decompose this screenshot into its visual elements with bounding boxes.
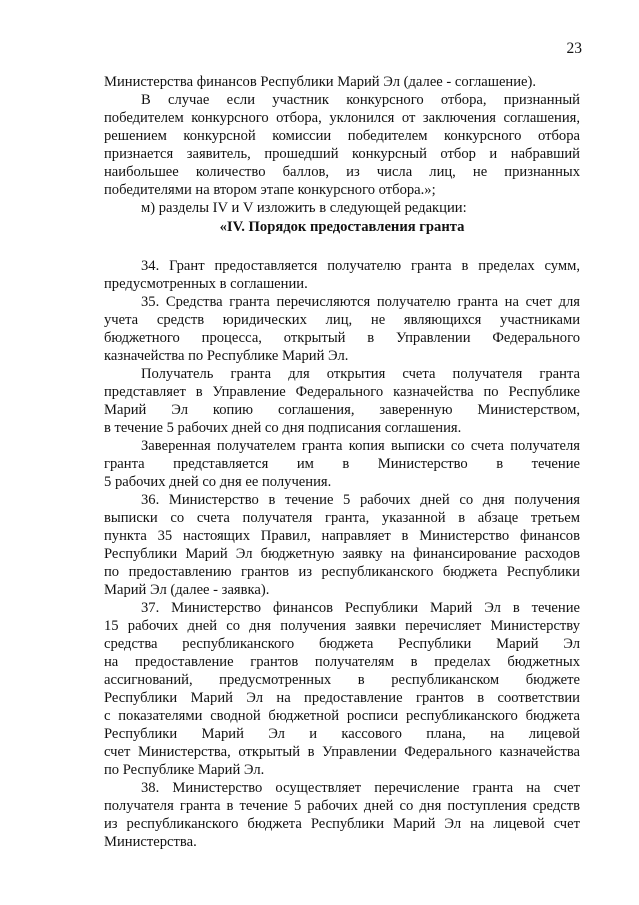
paragraph-line: гранта представляется им в Министерство в течение	[104, 456, 580, 472]
paragraph-line: счет Министерства, открытый в Управлении Федерального казначейства	[104, 744, 580, 760]
paragraph-34	[104, 257, 580, 293]
paragraph-line: Республики Марий Эл бюджетную заявку на финансирование расходов	[104, 546, 580, 562]
paragraph-line: по Республике Марий Эл.	[104, 762, 265, 778]
paragraph-line: из республиканского бюджета Республики Марий Эл на лицевой счет	[104, 816, 580, 832]
paragraph-line: 35. Средства гранта перечисляются получателю гранта на счет для	[141, 294, 580, 310]
paragraph-line: выписки со счета получателя гранта, указанной в абзаце третьем	[104, 510, 580, 526]
paragraph-line: 37. Министерство финансов Республики Марий Эл в течение	[141, 600, 580, 616]
paragraph-line: получателя гранта в течение 5 рабочих дней со дня поступления средств	[104, 798, 580, 814]
paragraph-38	[104, 779, 580, 851]
paragraph-line: м) разделы IV и V изложить в следующей редакции:	[141, 200, 467, 216]
paragraph-37	[104, 599, 580, 779]
paragraph-line: 38. Министерство осуществляет перечисление гранта на счет	[141, 780, 580, 796]
paragraph-line: в течение 5 рабочих дней со дня подписания соглашения.	[104, 420, 462, 436]
paragraph-line: казначейства по Республике Марий Эл.	[104, 348, 349, 364]
page-number: 23	[566, 40, 582, 57]
paragraph-line: Республики Марий Эл на предоставление грантов в соответствии	[104, 690, 580, 706]
paragraph-line: Заверенная получателем гранта копия выписки со счета получателя	[141, 438, 580, 454]
paragraph-35	[104, 293, 580, 365]
paragraph-refusal	[104, 91, 580, 199]
paragraph-line: учета средств юридических лиц, не являющихся участниками	[104, 312, 580, 328]
section-heading: «IV. Порядок предоставления гранта	[219, 219, 465, 235]
paragraph-line: средства республиканского бюджета Республики Марий Эл	[104, 636, 580, 652]
paragraph-line: победителями на втором этапе конкурсного отбора.»;	[104, 182, 436, 198]
paragraph-line: Министерства финансов Республики Марий Эл (далее - соглашение).	[104, 74, 537, 90]
paragraph-line: признается заявитель, прошедший конкурсный отбор и набравший	[104, 146, 580, 162]
paragraph-line: Министерства.	[104, 834, 197, 850]
paragraph-line: пункта 35 настоящих Правил, направляет в Министерство финансов	[104, 528, 580, 544]
paragraph-line: ассигнований, предусмотренных в республиканском бюджете	[104, 672, 580, 688]
paragraph-line: 15 рабочих дней со дня получения заявки перечисляет Министерству	[104, 618, 580, 634]
paragraph-line: Марий Эл (далее - заявка).	[104, 582, 270, 598]
paragraph-line: Республики Марий Эл и кассового плана, на лицевой	[104, 726, 580, 742]
paragraph-line: с показателями сводной бюджетной росписи республиканского бюджета	[104, 708, 580, 724]
paragraph-line: по предоставлению грантов из республиканского бюджета Республики	[104, 564, 580, 580]
paragraph-line: Получатель гранта для открытия счета получателя гранта	[141, 366, 580, 382]
paragraph-ministry-agreement	[104, 73, 580, 91]
paragraph-line: на предоставление грантов получателям в пределах бюджетных	[104, 654, 580, 670]
paragraph-line: представляет в Управление Федерального казначейства по Республике	[104, 384, 580, 400]
paragraphs-after-heading	[104, 257, 580, 851]
paragraph-35-statement	[104, 437, 580, 491]
paragraph-line: В случае если участник конкурсного отбора, признанный	[141, 92, 580, 108]
paragraph-line: 36. Министерство в течение 5 рабочих дней со дня получения	[141, 492, 580, 508]
paragraph-line: победителем конкурсного отбора, уклонился от заключения соглашения,	[104, 110, 580, 126]
paragraph-line: 34. Грант предоставляется получателю гранта в пределах сумм,	[141, 258, 580, 274]
paragraph-line: бюджетного процесса, открытый в Управлении Федерального	[104, 330, 580, 346]
paragraph-line: предусмотренных в соглашении.	[104, 276, 308, 292]
heading-spacer	[104, 236, 580, 257]
paragraph-35-recipient	[104, 365, 580, 437]
paragraph-line: 5 рабочих дней со дня ее получения.	[104, 474, 332, 490]
document-body	[104, 73, 580, 851]
paragraph-item-m	[104, 199, 580, 217]
paragraph-line: решением конкурсной комиссии победителем конкурсного отбора	[104, 128, 580, 144]
paragraph-line: Марий Эл копию соглашения, заверенную Министерством,	[104, 402, 580, 418]
paragraph-36	[104, 491, 580, 599]
paragraphs-before-heading	[104, 73, 580, 217]
paragraph-line: наибольшее количество баллов, из числа лиц, не признанных	[104, 164, 580, 180]
